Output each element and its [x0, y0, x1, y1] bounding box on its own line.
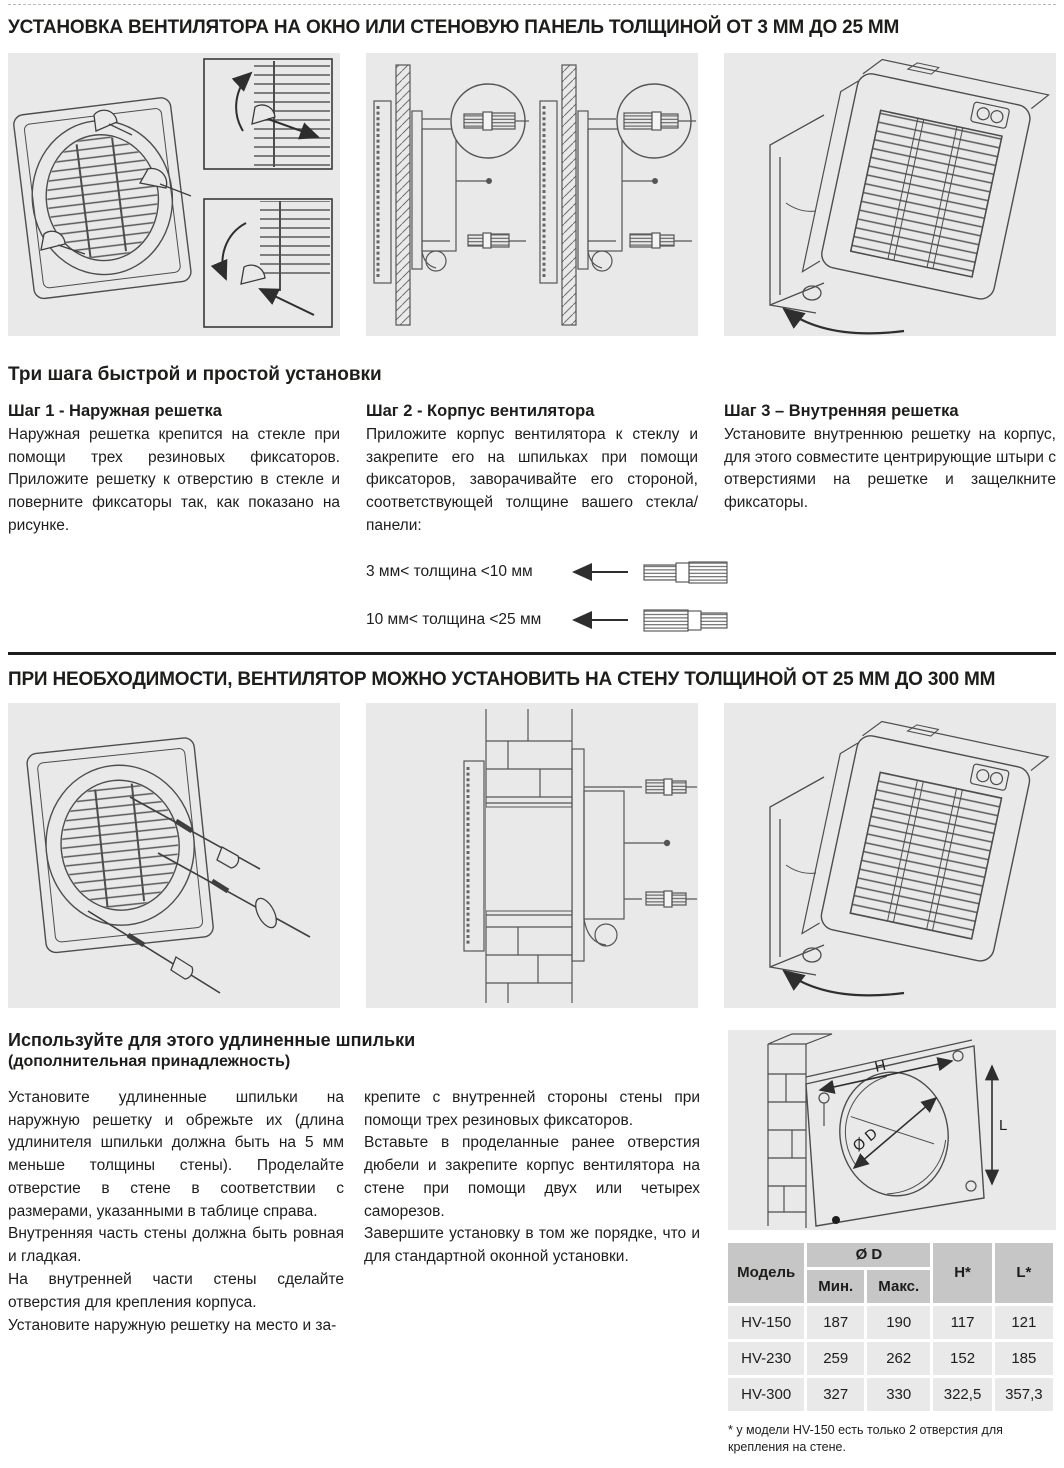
inset-detail-press-fixator — [204, 199, 332, 327]
back-flap — [770, 777, 824, 975]
step-1-title: Шаг 1 - Наружная решетка — [8, 401, 222, 420]
cell-l: 121 — [995, 1306, 1053, 1339]
arrow-left-icon — [562, 612, 632, 628]
illustration-row-window — [8, 53, 1056, 336]
paragraph: Завершите установку в том же порядке, что и для стандартной оконной установки. — [364, 1225, 700, 1266]
bottom-section — [8, 1030, 1056, 1468]
cell-h: 117 — [933, 1306, 991, 1339]
section-divider — [8, 652, 1056, 655]
paragraph: Установите наружную решетку на место и за- — [8, 1316, 337, 1334]
col-max-header: Макс. — [867, 1270, 930, 1303]
step-1 — [8, 402, 340, 538]
illustration-fan-3d — [724, 53, 1056, 336]
rotate-arrow — [784, 309, 904, 333]
table-row — [728, 1342, 1053, 1375]
bottom-subheading: (дополнительная принадлежность) — [8, 1052, 291, 1070]
fixator-small — [468, 233, 526, 248]
fixator-icon — [642, 606, 734, 634]
cell-max: 262 — [867, 1342, 930, 1375]
paragraph: Установите удлиненные шпильки на наружную решетку и обрежьте их (длина удлинителя шпильки должна быть на 5 мм меньше толщины стены). Проделайте отверстие в стене в соответствии с размерами, указанными в таблице справа. — [8, 1088, 344, 1220]
col-min-header: Мин. — [807, 1270, 864, 1303]
fixator-small — [630, 233, 692, 248]
fixator-icon — [642, 558, 734, 586]
illustration-wall-crosssection — [366, 703, 698, 1008]
dimension-label-h: H — [873, 1056, 888, 1076]
thickness-option-1 — [366, 558, 698, 586]
steps-row — [8, 402, 1056, 634]
dimensions-table — [725, 1240, 1056, 1414]
inset-detail-turn-fixator — [204, 59, 332, 169]
cell-l: 357,3 — [995, 1378, 1053, 1411]
section2-title: ПРИ НЕОБХОДИМОСТИ, ВЕНТИЛЯТОР МОЖНО УСТАНОВИТЬ НА СТЕНУ ТОЛЩИНОЙ ОТ 25 ММ ДО 300 ММ — [8, 668, 996, 690]
page-title: УСТАНОВКА ВЕНТИЛЯТОРА НА ОКНО ИЛИ СТЕНОВУЮ ПАНЕЛЬ ТОЛЩИНОЙ ОТ 3 ММ ДО 25 ММ — [8, 17, 900, 38]
illustration-wall-dimensions — [728, 1030, 1056, 1230]
illustration-outer-grille — [8, 53, 340, 336]
cell-model: HV-300 — [728, 1378, 804, 1411]
bottom-middle-column — [364, 1087, 700, 1338]
dimension-label-d: Ø D — [849, 1124, 882, 1155]
cell-max: 190 — [867, 1306, 930, 1339]
col-l-header: L* — [995, 1243, 1053, 1303]
fixator-small — [646, 891, 697, 907]
thickness-option-2 — [366, 606, 698, 634]
col-model-header: Модель — [728, 1243, 804, 1303]
cell-max: 330 — [867, 1378, 930, 1411]
illustration-row-wall — [8, 703, 1056, 1008]
bottom-left-column — [8, 1087, 344, 1338]
table-footnote: * у модели HV-150 есть только 2 отверстия для крепления на стене. — [728, 1422, 1003, 1454]
rotate-arrow — [784, 971, 904, 995]
dimension-label-l: L — [999, 1116, 1008, 1134]
paragraph: Внутренняя часть стены должна быть ровная и гладкая. — [8, 1225, 344, 1266]
table-row — [728, 1306, 1053, 1339]
step-3-title: Шаг 3 – Внутренняя решетка — [724, 401, 959, 420]
col-diameter-header: Ø D — [807, 1243, 930, 1267]
step-3-body: Установите внутреннюю решетку на корпус, для этого совместите центрирующие штыри с отверстиями на решетке и защелкните фиксаторы. — [724, 425, 1056, 512]
cell-min: 327 — [807, 1378, 864, 1411]
paragraph: На внутренней части стены сделайте отверстия для крепления корпуса. — [8, 1271, 344, 1311]
arrow-left-icon — [562, 564, 632, 580]
reference-dot — [832, 1216, 840, 1224]
col-h-header: H* — [933, 1243, 991, 1303]
cell-model: HV-150 — [728, 1306, 804, 1339]
step-2 — [366, 402, 698, 634]
table-row — [728, 1378, 1053, 1411]
cell-h: 152 — [933, 1342, 991, 1375]
paragraph: крепите с внутренней стороны стены при помощи трех резиновых фиксаторов. — [364, 1088, 700, 1129]
steps-title: Три шага быстрой и простой установки — [8, 363, 382, 385]
cell-l: 185 — [995, 1342, 1053, 1375]
cell-model: HV-230 — [728, 1342, 804, 1375]
back-flap — [770, 115, 824, 313]
step-1-body: Наружная решетка крепится на стекле при помощи трех резиновых фиксаторов. Приложите решетку к отверстию в стекле и поверните фиксаторы так, как показано на рисунке. — [8, 425, 340, 534]
step-3 — [724, 402, 1056, 515]
cell-min: 187 — [807, 1306, 864, 1339]
cell-h: 322,5 — [933, 1378, 991, 1411]
paragraph: Вставьте в проделанные ранее отверстия дюбели и закрепите корпус вентилятора на стене при помощи двух или четырех саморезов. — [364, 1134, 700, 1220]
cell-min: 259 — [807, 1342, 864, 1375]
illustration-side-mounting — [366, 53, 698, 336]
bottom-heading: Используйте для этого удлиненные шпильки — [8, 1029, 416, 1050]
illustration-grille-long-studs — [8, 703, 340, 1008]
thickness-option-1-label: 3 мм< толщина <10 мм — [366, 562, 533, 580]
step-2-body: Приложите корпус вентилятора к стеклу и закрепите его на шпильках при помощи фиксаторов, заворачивайте его стороной, соответствующей толщине вашего стекла/панели: — [366, 425, 698, 534]
page-cut-line — [8, 4, 1056, 5]
step-2-title: Шаг 2 - Корпус вентилятора — [366, 401, 595, 420]
fixator-small — [646, 779, 697, 795]
bottom-right-column — [728, 1030, 1056, 1468]
thickness-option-2-label: 10 мм< толщина <25 мм — [366, 610, 542, 628]
illustration-fan-3d-wall — [724, 703, 1056, 1008]
